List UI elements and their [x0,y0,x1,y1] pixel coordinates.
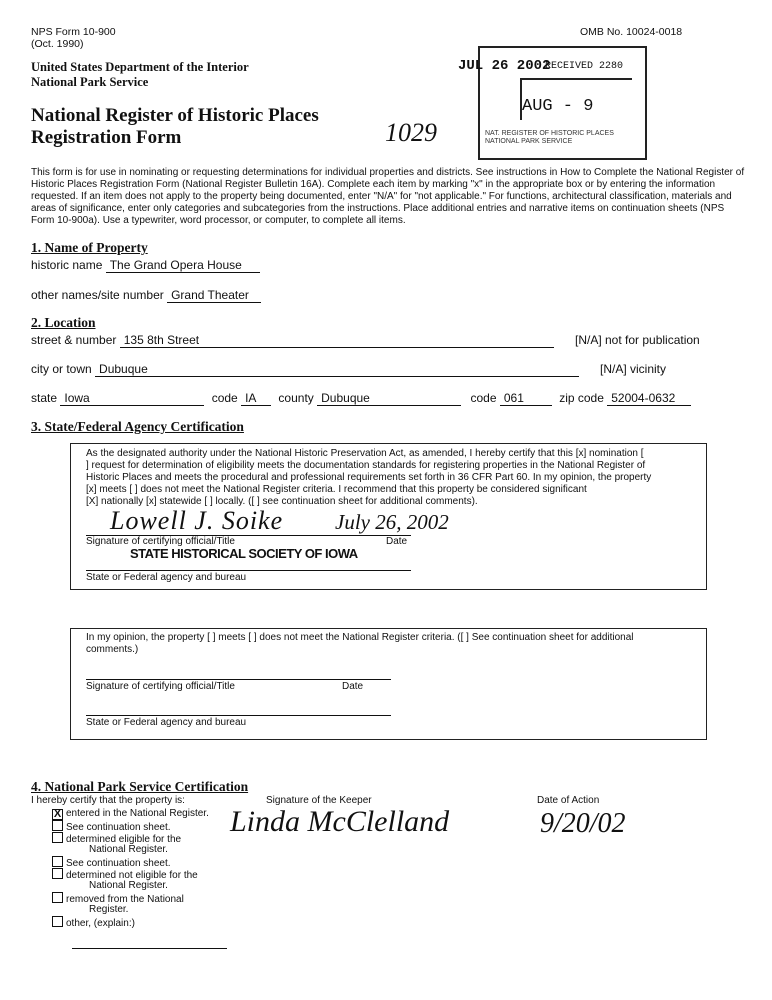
stamp-date-top: JUL 26 2002 [458,58,551,74]
date-label: Date [386,536,408,547]
opinion-text [86,632,701,656]
nps-status-list [52,808,209,928]
keeper-label: Signature of the Keeper [266,795,372,806]
opinion-signature-line [86,679,391,680]
certification-text [86,448,701,508]
section3-heading: 3. State/Federal Agency Certification [31,419,244,434]
opinion-agency-line [86,715,391,716]
vicinity: [N/A] vicinity [600,362,667,376]
form-title-line1: National Register of Historic Places [31,105,319,126]
stamp-footer: NAT. REGISTER OF HISTORIC PLACES NATIONAL PARK SERVICE [485,130,614,145]
other-names-row [31,288,261,303]
status-determined-eligible-cont: National Register. [89,844,168,855]
certification-date: July 26, 2002 [335,510,449,534]
opinion-line-1: In my opinion, the property [ ] meets [ ] does not meet the National Register criteria. ([ ] See continuation sheet for additional [86,632,634,643]
cert-line-2: ] request for determination of eligibility meets the documentation standards for registering properties in the National Register of [86,460,646,471]
cert-line-1: As the designated authority under the National Historic Preservation Act, as amended, I hereby certify that this [x] nomination [ [86,448,644,459]
agency-line [86,570,411,571]
explain-line [72,948,227,949]
city-label: city or town [31,362,92,376]
city-row [31,362,579,377]
form-number: NPS Form 10-900 [31,26,116,38]
checkbox[interactable] [52,916,63,927]
certifying-signature: Lowell J. Soike [110,506,284,535]
checkbox[interactable] [52,868,63,879]
form-title-line2: Registration Form [31,127,182,148]
checkbox[interactable]: X [53,808,62,820]
street-row [31,333,554,348]
section2-heading: 2. Location [31,315,96,330]
historic-name-value[interactable]: The Grand Opera House [106,258,260,273]
historic-name-row [31,258,260,273]
cert-line-3: Historic Places and meets the procedural and professional requirements set forth in 36 CFR Part 60. In my opinion, the property [86,472,652,483]
signature-label: Signature of certifying official/Title [86,536,235,547]
cert-line-4: [x] meets [ ] does not meet the National Register criteria. I recommend that this property be considered significant [86,484,587,495]
section1-heading: 1. Name of Property [31,240,148,255]
zip-label: zip code [559,391,604,405]
stamp-date-mid: AUG - 9 [522,97,594,116]
state-row [31,391,691,406]
not-for-publication: [N/A] not for publication [575,333,700,347]
instructions-paragraph: This form is for use in nominating or requesting determinations for individual properties and districts. See instructions in How to Complete the National Register of Historic Places Registration Form (National Register Bulletin 16A). Complete each item by marking "x" in the appropriate box or by entering the information requested. If an item does not apply to the property being documented, enter "N/A" for "not applicable." For functions, architectural classification, materials and areas of significance, enter only categories and subcategories from the instructions. Place additional entries and narrative items on continuation sheets (NPS Form 10-900a). Use a typewriter, word processor, or computer, to complete all items. [31,167,745,226]
checkbox[interactable] [52,820,63,831]
status-removed-cont: Register. [89,904,129,915]
county-code-value[interactable]: 061 [500,391,552,406]
status-entered[interactable]: X entered in the National Register. [53,808,209,820]
status-determined-eligible[interactable]: determined eligible for the [52,832,209,844]
cert-line-5: [X] nationally [x] statewide [ ] locally. ([ ] see continuation sheet for additional comments). [86,496,478,507]
checkbox[interactable] [52,856,63,867]
opinion-signature-label: Signature of certifying official/Title [86,681,235,692]
status-not-eligible[interactable]: determined not eligible for the [52,868,209,880]
agency-label: State or Federal agency and bureau [86,572,247,583]
checkbox[interactable] [52,892,63,903]
county-code-label: code [470,391,497,405]
certify-label: I hereby certify that the property is: [31,795,185,806]
stamp-received: RECEIVED 2280 [545,61,624,72]
historic-name-label: historic name [31,258,103,272]
section4-heading: 4. National Park Service Certification [31,779,249,794]
opinion-line-2: comments.) [86,644,139,655]
county-label: county [278,391,314,405]
state-label: state [31,391,58,405]
checkbox[interactable] [52,832,63,843]
status-continuation-1[interactable]: See continuation sheet. [52,820,209,832]
street-label: street & number [31,333,117,347]
service-name: National Park Service [31,75,149,89]
city-value[interactable]: Dubuque [95,362,579,377]
county-value[interactable]: Dubuque [317,391,461,406]
date-of-action-value: 9/20/02 [540,808,626,839]
agency-stamp: STATE HISTORICAL SOCIETY OF IOWA [130,546,358,561]
code-label: code [211,391,238,405]
zip-value[interactable]: 52004-0632 [607,391,691,406]
opinion-date-label: Date [342,681,364,692]
keeper-signature: Linda McClelland [230,805,450,838]
street-value[interactable]: 135 8th Street [120,333,554,348]
status-not-eligible-cont: National Register. [89,880,168,891]
code-value[interactable]: IA [241,391,271,406]
form-date: (Oct. 1990) [31,38,84,50]
status-removed[interactable]: removed from the National [52,892,209,904]
status-other[interactable]: other, (explain:) [52,916,209,928]
other-names-label: other names/site number [31,288,164,302]
state-value[interactable]: Iowa [60,391,204,406]
handwritten-reference: 1029 [385,118,437,147]
other-names-value[interactable]: Grand Theater [167,288,261,303]
omb-number: OMB No. 10024-0018 [580,26,683,38]
department-name: United States Department of the Interior [31,60,249,74]
date-of-action-label: Date of Action [537,795,600,806]
opinion-agency-label: State or Federal agency and bureau [86,717,247,728]
status-continuation-2[interactable]: See continuation sheet. [52,856,209,868]
